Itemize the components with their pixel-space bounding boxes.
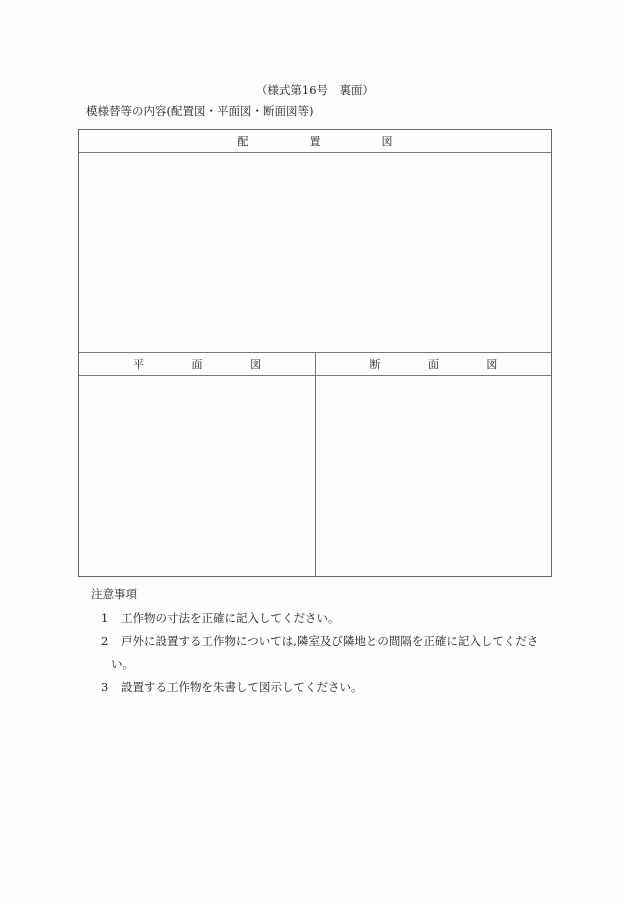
section-view-column (316, 353, 551, 576)
note-continuation: い。 (111, 657, 134, 671)
header-char: 面 (427, 358, 439, 371)
header-char: 図 (486, 358, 498, 371)
drawing-table (78, 129, 552, 577)
header-char: 平 (132, 358, 144, 371)
note-text: 設置する工作物を朱書して図示してください。 (121, 680, 363, 694)
note-number: 1 (101, 611, 109, 625)
header-char: 配 (237, 135, 249, 148)
notes-title: 注意事項 (91, 587, 137, 601)
form-number-text: （様式第16号 裏面） (255, 83, 375, 97)
document-subtitle: 模様替等の内容(配置図・平面図・断面図等) (86, 104, 314, 118)
note-item (101, 633, 538, 649)
header-char: 図 (381, 135, 393, 148)
form-number (0, 82, 630, 98)
layout-drawing-header (79, 130, 551, 153)
note-text: 工作物の寸法を正確に記入してください。 (121, 611, 340, 625)
note-text: 戸外に設置する工作物については,隣室及び隣地との間隔を正確に記入してくださ (121, 634, 539, 648)
header-char: 面 (191, 358, 203, 371)
section-view-area[interactable] (316, 376, 551, 576)
note-number: 3 (101, 680, 109, 694)
header-char: 断 (369, 358, 381, 371)
plan-view-column (79, 353, 316, 576)
note-number: 2 (101, 634, 109, 648)
note-item (101, 610, 340, 626)
plan-view-header (79, 353, 315, 376)
note-item (101, 679, 363, 695)
header-char: 置 (309, 135, 321, 148)
layout-drawing-area[interactable] (79, 153, 551, 353)
header-char: 図 (250, 358, 262, 371)
section-view-header (316, 353, 551, 376)
plan-view-area[interactable] (79, 376, 315, 576)
